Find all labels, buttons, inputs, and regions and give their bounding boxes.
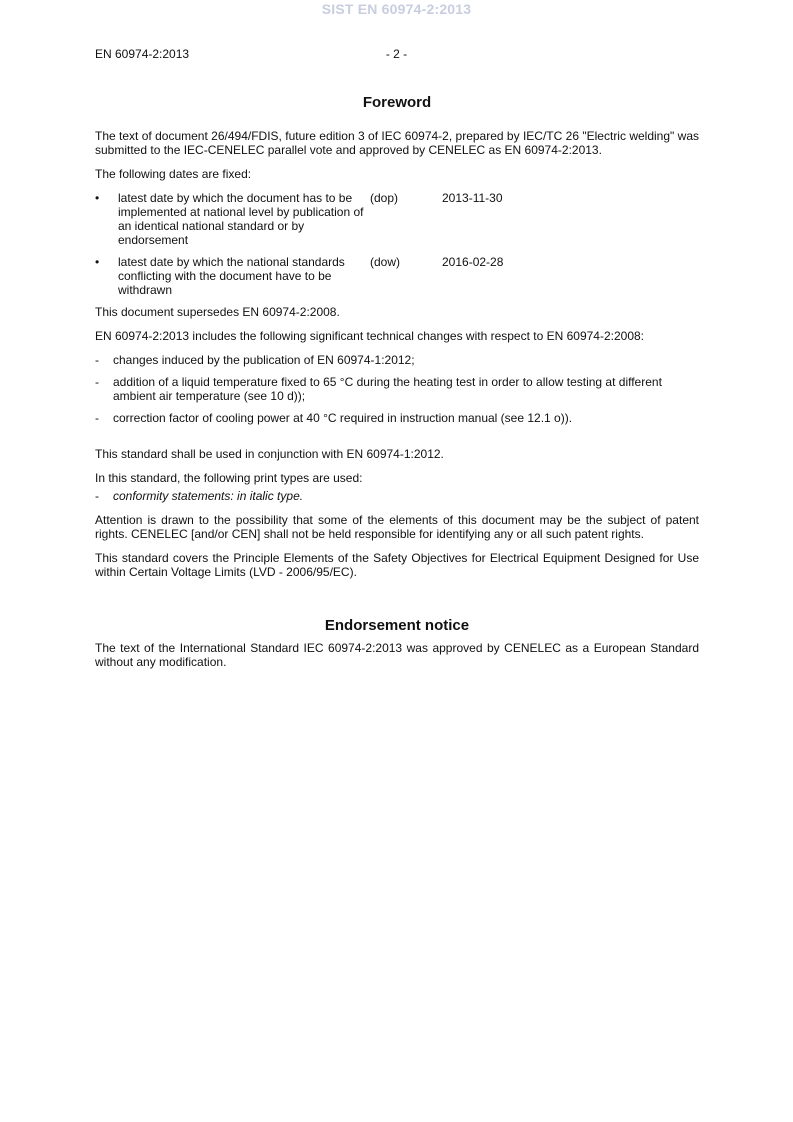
foreword-intro: The text of document 26/494/FDIS, future edition 3 of IEC 60974-2, prepared by IEC/TC 26 "Electric welding" was submitted to the IEC-CENELEC parallel vote and approved by CENELEC as EN 60974-2:2013. [95,129,699,157]
print-types-intro: In this standard, the following print types are used: [95,471,363,485]
dates-list [95,191,699,297]
list-item [95,375,699,403]
dash-marker: - [95,375,99,389]
change-text: changes induced by the publication of EN 60974-1:2012; [113,353,415,367]
date-value: 2013-11-30 [442,191,503,205]
dash-marker: - [95,353,99,367]
dash-marker: - [95,411,99,425]
changes-list [95,353,699,425]
date-row-dop [95,191,699,247]
date-value: 2016-02-28 [442,255,504,269]
bullet: • [95,191,100,205]
bullet: • [95,255,100,269]
date-description: latest date by which the document has to be implemented at national level by publication of an identical national standard or by endorsement [118,191,364,247]
foreword-title: Foreword [362,94,432,111]
dates-intro: The following dates are fixed: [95,167,252,181]
list-item [95,411,699,425]
list-item [95,489,699,503]
endorsement-text: The text of the International Standard IEC 60974-2:2013 was approved by CENELEC as a European Standard without any modification. [95,641,699,669]
conjunction-text: This standard shall be used in conjunction with EN 60974-1:2012. [95,447,444,461]
lvd-text: This standard covers the Principle Elements of the Safety Objectives for Electrical Equipment Designed for Use within Certain Voltage Limits (LVD - 2006/95/EC). [95,551,699,579]
supersedes-text: This document supersedes EN 60974-2:2008. [95,305,340,319]
date-row-dow [95,255,699,297]
changes-intro: EN 60974-2:2013 includes the following significant technical changes with respect to EN 60974-2:2008: [95,329,645,343]
header-doc-id: EN 60974-2:2013 [95,47,190,61]
date-abbr: (dow) [370,255,401,269]
patent-text: Attention is drawn to the possibility that some of the elements of this document may be the subject of patent rights. CENELEC [and/or CEN] shall not be held responsible for identifying any or all such patent rights. [95,513,699,541]
change-text: addition of a liquid temperature fixed to 65 °C during the heating test in order to allow testing at different ambient air temperature (see 10 d)); [113,375,662,403]
date-abbr: (dop) [370,191,399,205]
list-item [95,353,699,367]
change-text: correction factor of cooling power at 40 °C required in instruction manual (see 12.1 o)). [113,411,573,425]
endorsement-title: Endorsement notice [324,617,470,634]
dash-marker: - [95,489,99,503]
watermark: SIST EN 60974-2:2013 [321,1,472,17]
page-content [95,94,699,679]
header-page-number: - 2 - [385,47,408,61]
print-type-text: conformity statements: in italic type. [113,489,304,503]
print-types-list [95,489,699,503]
date-description: latest date by which the national standards conflicting with the document have to be withdrawn [118,255,345,297]
